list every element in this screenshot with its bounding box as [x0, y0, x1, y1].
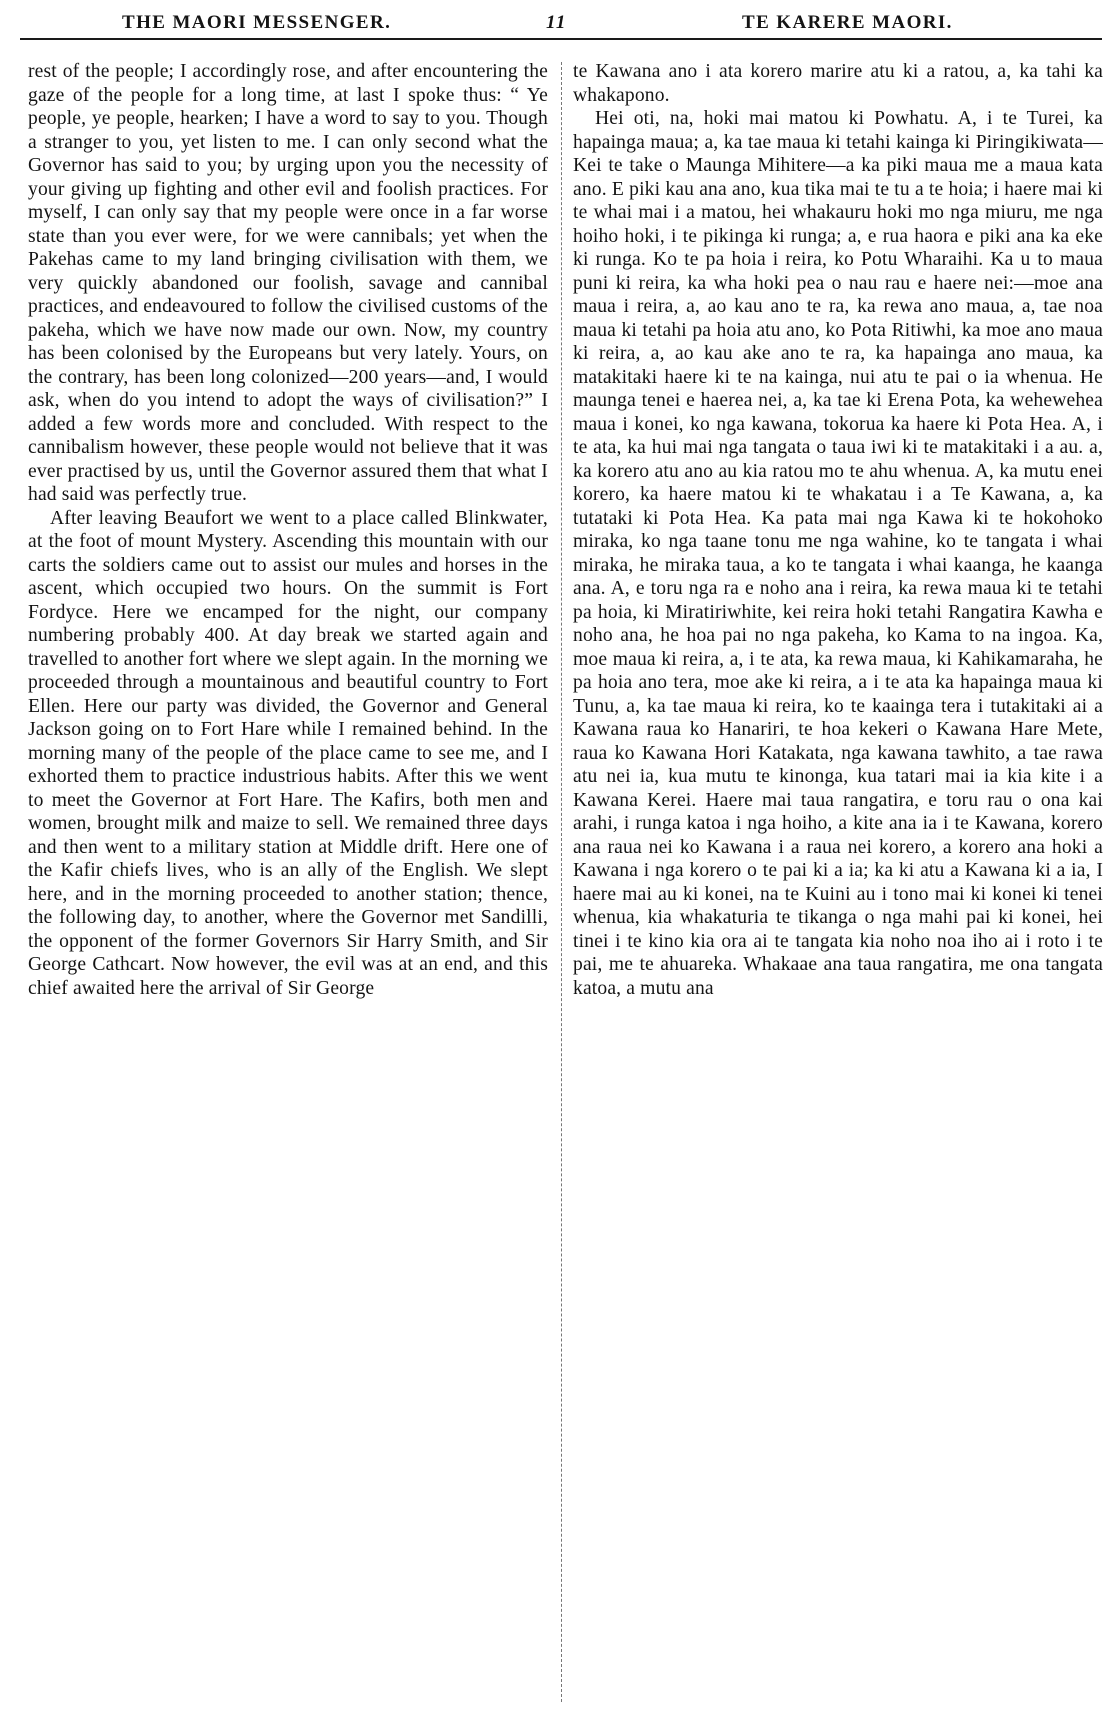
- page-number: 11: [546, 12, 567, 33]
- maori-column: [573, 60, 1103, 1708]
- maori-paragraph-2: Hei oti, na, hoki mai matou ki Powhatu. A, i te Turei, ka hapainga maua; a, ka tae maua ki tetahi kainga ki Piringikiwata—Kei te take o Maunga Mihitere—a ka piki maua me a maua kata ano. E piki kau ana ano, kua tika mai te tu a te hoia; i haere mai ki te whai mai i a matou, hei whakauru hoki mo nga miuru, me nga hoiho hoki, i te pikinga ki runga; a, e rua haora e piki ana ka eke ki runga. Ko te pa hoia i reira, ko Potu Wharaihi. Ka u to maua puni ki reira, ka wha hoki pea o nau rau e haere nei:—moe ana maua i reira, a, ao kau ano te ra, ka rewa ano maua, a, tae noa maua ki tetahi pa hoia atu ano, ko Pota Ritiwhi, ka moe ano maua ki reira, a, ao kau ake ano te ra, ka hapainga ano maua, ka matakitaki haere ki te na kainga, nui atu te pai o ia whenua. He maunga tenei e haerea nei, a, ka tae ki Erena Pota, ka wehewehea maua i konei, ko nga kawana, tokorua ka haere ki Pota Hea. A, i te ata, ka hui mai nga tangata o taua iwi ki te matakitaki i a au. a, ka korero atu ano au kia ratou mo te ahu whenua. A, ka mutu enei korero, ka haere matou ki te whakatau i a Te Kawana, a, ka tutataki ki Pota Hea. Ka pata mai nga Kawa ki te hokohoko miraka, ko nga taane tonu me nga wahine, ko te tangata i whai miraka, he miraka taua, a ko te tangata i whai kaanga, he kaanga ana. A, e toru nga ra e noho ana i reira, ka rewa maua ki te tetahi pa hoia, ki Miratiriwhite, kei reira hoki tetahi Rangatira Kawha e noho ana, he hoa pai no nga pakeha, ko Kama to na ingoa. Ka, moe maua ki reira, a, i te ata, ka rewa maua, ki Kahikamaraha, he pa hoia ano tera, moe ake ki reira, a i te ata ka hapainga maua ki Tunu, a, ka tae maua ki reira, ko te kaainga tera i tutakitaki ai a Kawana raua ko Hanariri, te hoa kekeri o Kawana Hare Mete, raua ko Kawana Hori Katakata, nga kawana tawhito, a tae rawa atu nei ia, kua mutu te kinonga, kua tatari mai ia kia kite i a Kawana Kerei. Haere mai taua rangatira, e toru rau o ona kai arahi, i runga katoa i nga hoiho, a kite ana ia i te Kawana, korero ana raua nei ko Kawana i a raua nei korero, a korero ana hoki a Kawana i nga korero o te pai ki a ia; ka ki atu a Kawana ki a ia, I haere mai au ki konei, na te Kuini au i tono mai ki konei ki tenei whenua, kia whakaturia te tikanga o nga mahi pai ki konei, hei tinei i te kino kia ora ai te tangata kia noho noa iho ai i roto i te pai, me te ahuareka. Whakaae ana taua rangatira, me ona tangata katoa, a mutu ana: [573, 108, 1103, 999]
- english-masthead-title: THE MAORI MESSENGER.: [122, 12, 392, 33]
- page-header: [36, 6, 1114, 36]
- maori-paragraph-1: te Kawana ano i ata korero marire atu ki a ratou, a, ka tahi ka whakapono.: [573, 61, 1103, 106]
- english-paragraph-1: rest of the people; I accordingly rose, and after encountering the gaze of the people for a long time, at last I spoke thus: “ Ye people, ye people, hearken; I have a word to say to you. Though a stranger to you, yet listen to me. I can only second what the Governor has said to you; by urging upon you the necessity of your giving up fighting and other evil and foolish practices. For myself, I can only say that my people were once in a far worse state than you ever were, for we were cannibals; yet when the Pakehas came to my land bringing civilisation with them, we very quickly abandoned our foolish, savage and cannibal practices, and endeavoured to follow the civilised customs of the pakeha, which we have now made our own. Now, my country has been colonised by the Europeans but very lately. Yours, on the contrary, has been long colonized—200 years—and, I would ask, when do you intend to adopt the ways of civilisation?” I added a few words more and concluded. With respect to the cannibalism however, these people would not believe that it was ever practised by us, until the Governor assured them that what I had said was perfectly true.: [28, 61, 548, 505]
- maori-masthead-title: TE KARERE MAORI.: [742, 12, 953, 33]
- header-rule: [20, 38, 1102, 40]
- column-divider: [561, 62, 562, 1702]
- english-column: [28, 60, 548, 1708]
- english-paragraph-2: After leaving Beaufort we went to a place called Blinkwater, at the foot of mount Mystery. Ascending this mountain with our carts the soldiers came out to assist our mules and horses in the ascent, which occupied two hours. On the summit is Fort Fordyce. Here we encamped for the night, our company numbering probably 400. At day break we started again and travelled to another fort where we slept again. In the morning we proceeded through a mountainous and beautiful country to Fort Ellen. Here our party was divided, the Governor and General Jackson going on to Fort Hare while I remained behind. In the morning many of the people of the place came to see me, and I exhorted them to practice industrious habits. After this we went to meet the Governor at Fort Hare. The Kafirs, both men and women, brought milk and maize to sell. We remained three days and then went to a military station at Middle drift. Here one of the Kafir chiefs lives, who is an ally of the English. We slept here, and in the morning proceeded to another station; thence, the following day, to another, where the Governor met Sandilli, the opponent of the former Governors Sir Harry Smith, and Sir George Cathcart. Now however, the evil was at an end, and this chief awaited here the arrival of Sir George: [28, 507, 548, 999]
